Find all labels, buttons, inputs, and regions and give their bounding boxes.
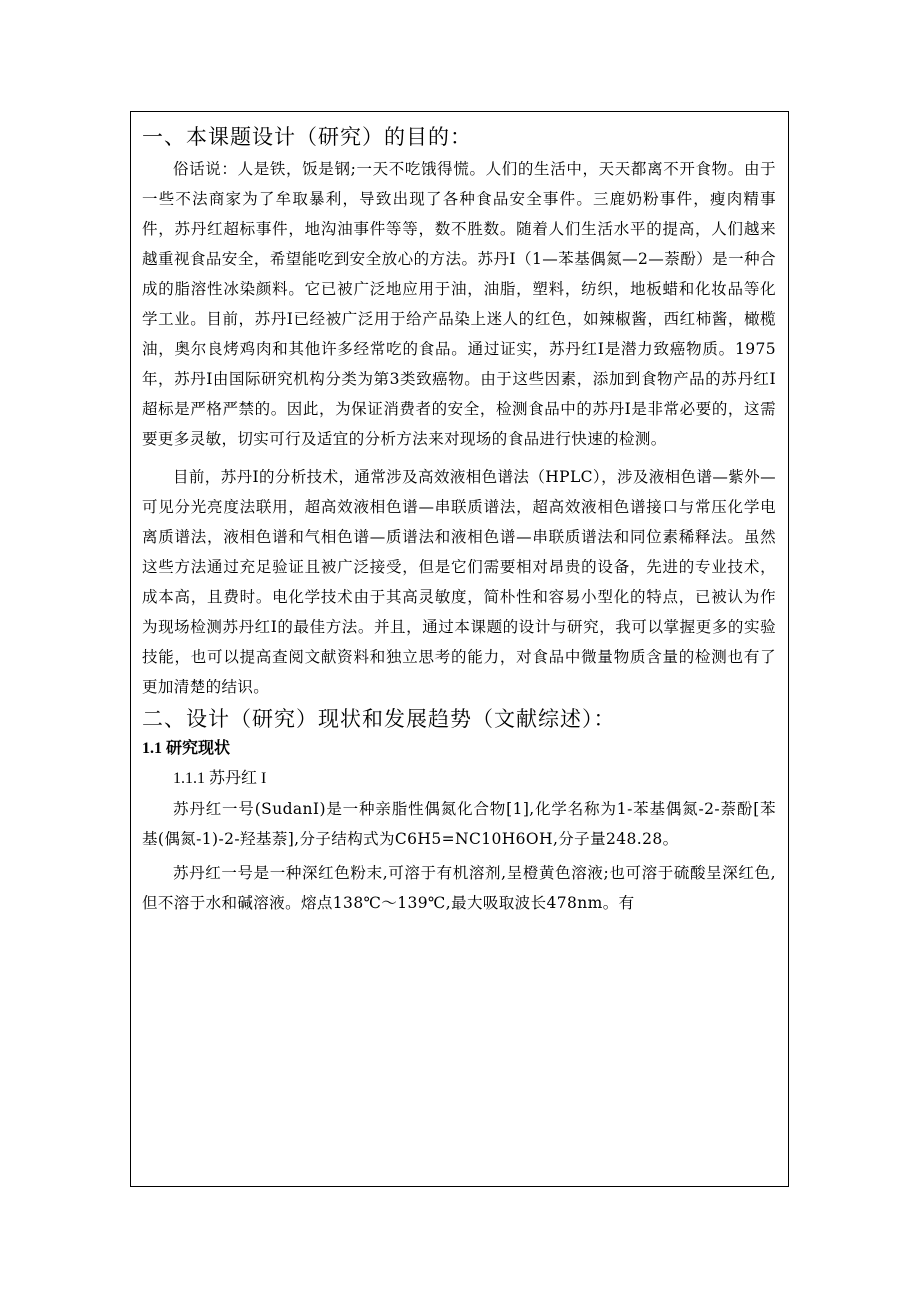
subsection-heading: 1.1 研究现状	[142, 740, 231, 757]
document-frame	[130, 111, 789, 1187]
subsubsection-heading: 1.1.1 苏丹红 I	[173, 770, 267, 787]
section-2-paragraph-1: 苏丹红一号(SudanI)是一种亲脂性偶氮化合物[1],化学名称为1-苯基偶氮-2-萘酚[苯基(偶氮-1)-2-羟基萘],分子结构式为C6H5=NC10H6OH,分子量248.28。	[142, 800, 776, 848]
section-2-heading: 二、设计（研究）现状和发展趋势（文献综述）：	[142, 707, 616, 731]
section-1-paragraph-2: 目前，苏丹I的分析技术，通常涉及高效液相色谱法（HPLC），涉及液相色谱—紫外—可见分光亮度法联用，超高效液相色谱—串联质谱法，超高效液相色谱接口与常压化学电离质谱法，液相色谱和气相色谱—质谱法和液相色谱—串联质谱法和同位素稀释法。虽然这些方法通过充足验证且被广泛接受，但是它们需要相对昂贵的设备，先进的专业技术，成本高，且费时。电化学技术由于其高灵敏度，简朴性和容易小型化的特点，已被认为作为现场检测苏丹红I的最佳方法。并且，通过本课题的设计与研究，我可以掌握更多的实验技能，也可以提高查阅文献资料和独立思考的能力，对食品中微量物质含量的检测也有了更加清楚的结识。	[142, 468, 776, 696]
section-1-paragraph-1: 俗话说：人是铁，饭是钢;一天不吃饿得慌。人们的生活中，天天都离不开食物。由于一些不法商家为了牟取暴利，导致出现了各种食品安全事件。三鹿奶粉事件，瘦肉精事件，苏丹红超标事件，地沟油事件等等，数不胜数。随着人们生活水平的提高，人们越来越重视食品安全，希望能吃到安全放心的方法。苏丹I（1—苯基偶氮—2—萘酚）是一种合成的脂溶性冰染颜料。它已被广泛地应用于油，油脂，塑料，纺织，地板蜡和化妆品等化学工业。目前，苏丹I已经被广泛用于给产品染上迷人的红色，如辣椒酱，西红柿酱，橄榄油，奥尔良烤鸡肉和其他许多经常吃的食品。通过证实，苏丹红I是潜力致癌物质。1975年，苏丹I由国际研究机构分类为第3类致癌物。由于这些因素，添加到食物产品的苏丹红I超标是严格严禁的。因此，为保证消费者的安全，检测食品中的苏丹I是非常必要的，这需要更多灵敏，切实可行及适宜的分析方法来对现场的食品进行快速的检测。	[142, 160, 776, 448]
section-2-paragraph-2: 苏丹红一号是一种深红色粉末,可溶于有机溶剂,呈橙黄色溶液;也可溶于硫酸呈深红色,但不溶于水和碱溶液。熔点138℃～139℃,最大吸取波长478nm。有	[142, 864, 776, 912]
section-1-heading: 一、本课题设计（研究）的目的：	[142, 125, 472, 149]
